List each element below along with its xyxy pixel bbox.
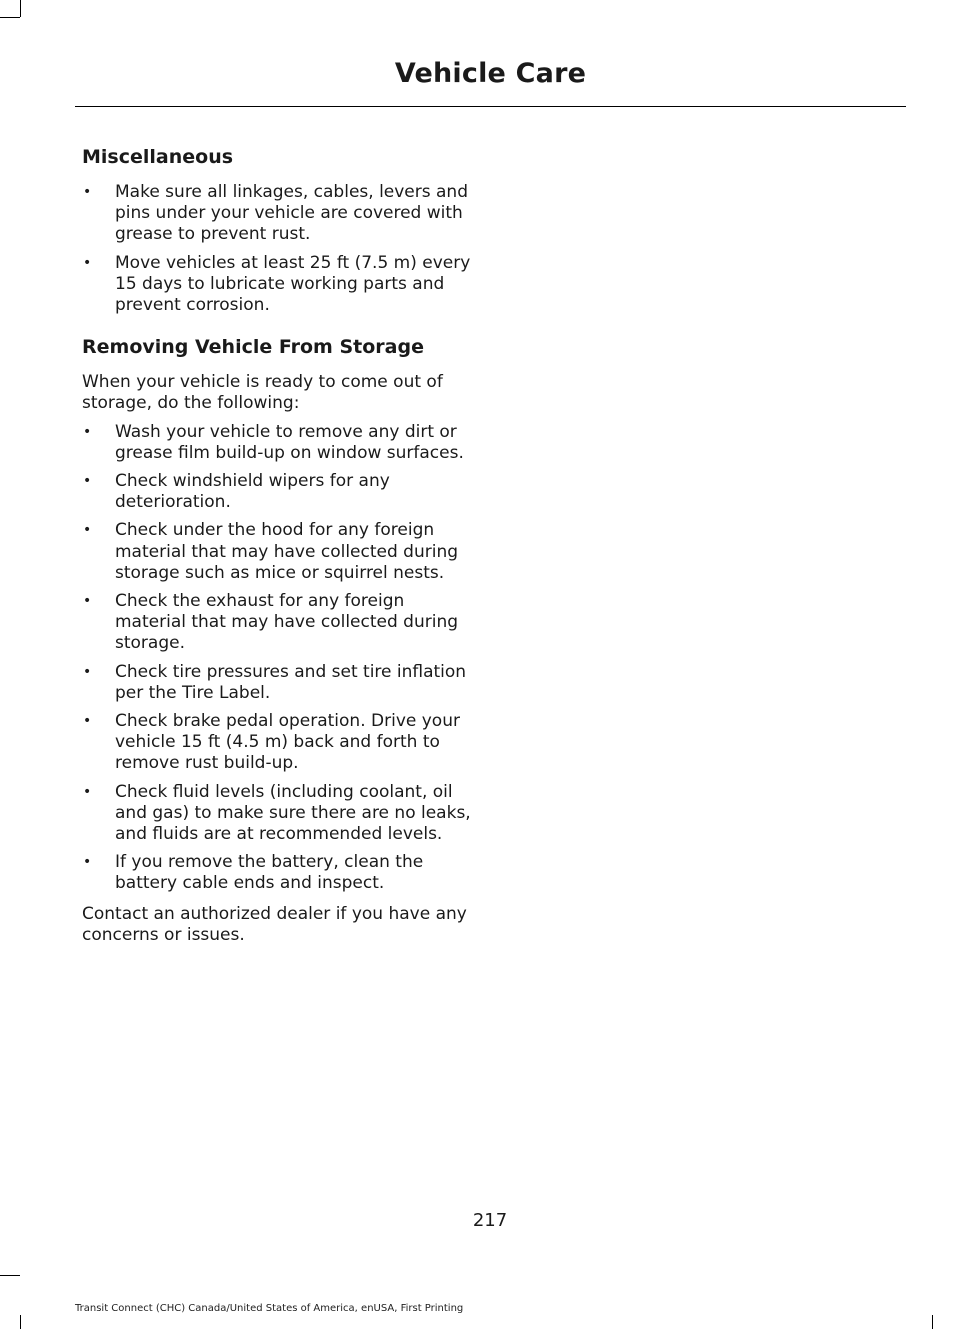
bullet-icon: • bbox=[83, 854, 92, 871]
list-item-text: Check tire pressures and set tire inflation per the Tire Label. bbox=[115, 661, 467, 703]
footer-imprint: Transit Connect (CHC) Canada/United States of America, enUSA, First Printing bbox=[75, 1303, 464, 1314]
miscellaneous-list bbox=[82, 182, 474, 316]
list-item-text: Check under the hood for any foreign material that may have collected during storage such as mice or squirrel nests. bbox=[115, 520, 459, 583]
crop-mark bbox=[932, 1315, 933, 1329]
bullet-icon: • bbox=[83, 713, 92, 730]
bullet-icon: • bbox=[83, 783, 92, 800]
section-heading-miscellaneous: Miscellaneous bbox=[82, 146, 234, 168]
list-item bbox=[82, 711, 474, 775]
list-item bbox=[82, 782, 474, 846]
page-number: 217 bbox=[472, 1210, 508, 1231]
list-item-text: Move vehicles at least 25 ft (7.5 m) every 15 days to lubricate working parts and prevent corrosion. bbox=[115, 252, 471, 316]
crop-mark bbox=[20, 1315, 21, 1329]
page-title: Vehicle Care bbox=[394, 58, 587, 89]
bullet-icon: • bbox=[83, 522, 92, 539]
list-item bbox=[82, 520, 474, 584]
list-item-text: Check windshield wipers for any deterioration. bbox=[115, 471, 390, 513]
list-item-text: Check the exhaust for any foreign material that may have collected during storage. bbox=[115, 591, 459, 654]
crop-mark bbox=[0, 17, 20, 18]
list-item bbox=[82, 471, 474, 513]
list-item bbox=[82, 591, 474, 655]
crop-mark bbox=[0, 1275, 20, 1276]
crop-mark bbox=[20, 0, 21, 17]
list-item bbox=[82, 662, 474, 704]
bullet-icon: • bbox=[83, 423, 92, 440]
list-item-text: Check fluid levels (including coolant, oil and gas) to make sure there are no leaks, and fluids are at recommended levels. bbox=[115, 781, 471, 845]
header-divider bbox=[75, 106, 906, 107]
list-item bbox=[82, 253, 474, 317]
storage-checklist bbox=[82, 422, 474, 895]
list-item bbox=[82, 852, 474, 894]
list-item-text: Check brake pedal operation. Drive your vehicle 15 ft (4.5 m) back and forth to remove rust build-up. bbox=[115, 711, 460, 774]
list-item-text: Make sure all linkages, cables, levers and pins under your vehicle are covered with grease to prevent rust. bbox=[115, 182, 468, 245]
section-intro: When your vehicle is ready to come out of storage, do the following: bbox=[82, 372, 443, 414]
main-column bbox=[82, 144, 474, 946]
closing-paragraph: Contact an authorized dealer if you have any concerns or issues. bbox=[82, 903, 467, 945]
bullet-icon: • bbox=[83, 663, 92, 680]
bullet-icon: • bbox=[83, 184, 92, 200]
section-heading-removing-storage: Removing Vehicle From Storage bbox=[82, 336, 424, 359]
bullet-icon: • bbox=[83, 593, 92, 610]
list-item-text: Wash your vehicle to remove any dirt or grease film build-up on window surfaces. bbox=[115, 421, 464, 463]
list-item-text: If you remove the battery, clean the battery cable ends and inspect. bbox=[115, 852, 424, 894]
bullet-icon: • bbox=[83, 473, 92, 490]
list-item bbox=[82, 422, 474, 464]
bullet-icon: • bbox=[83, 254, 92, 271]
list-item bbox=[82, 182, 474, 246]
